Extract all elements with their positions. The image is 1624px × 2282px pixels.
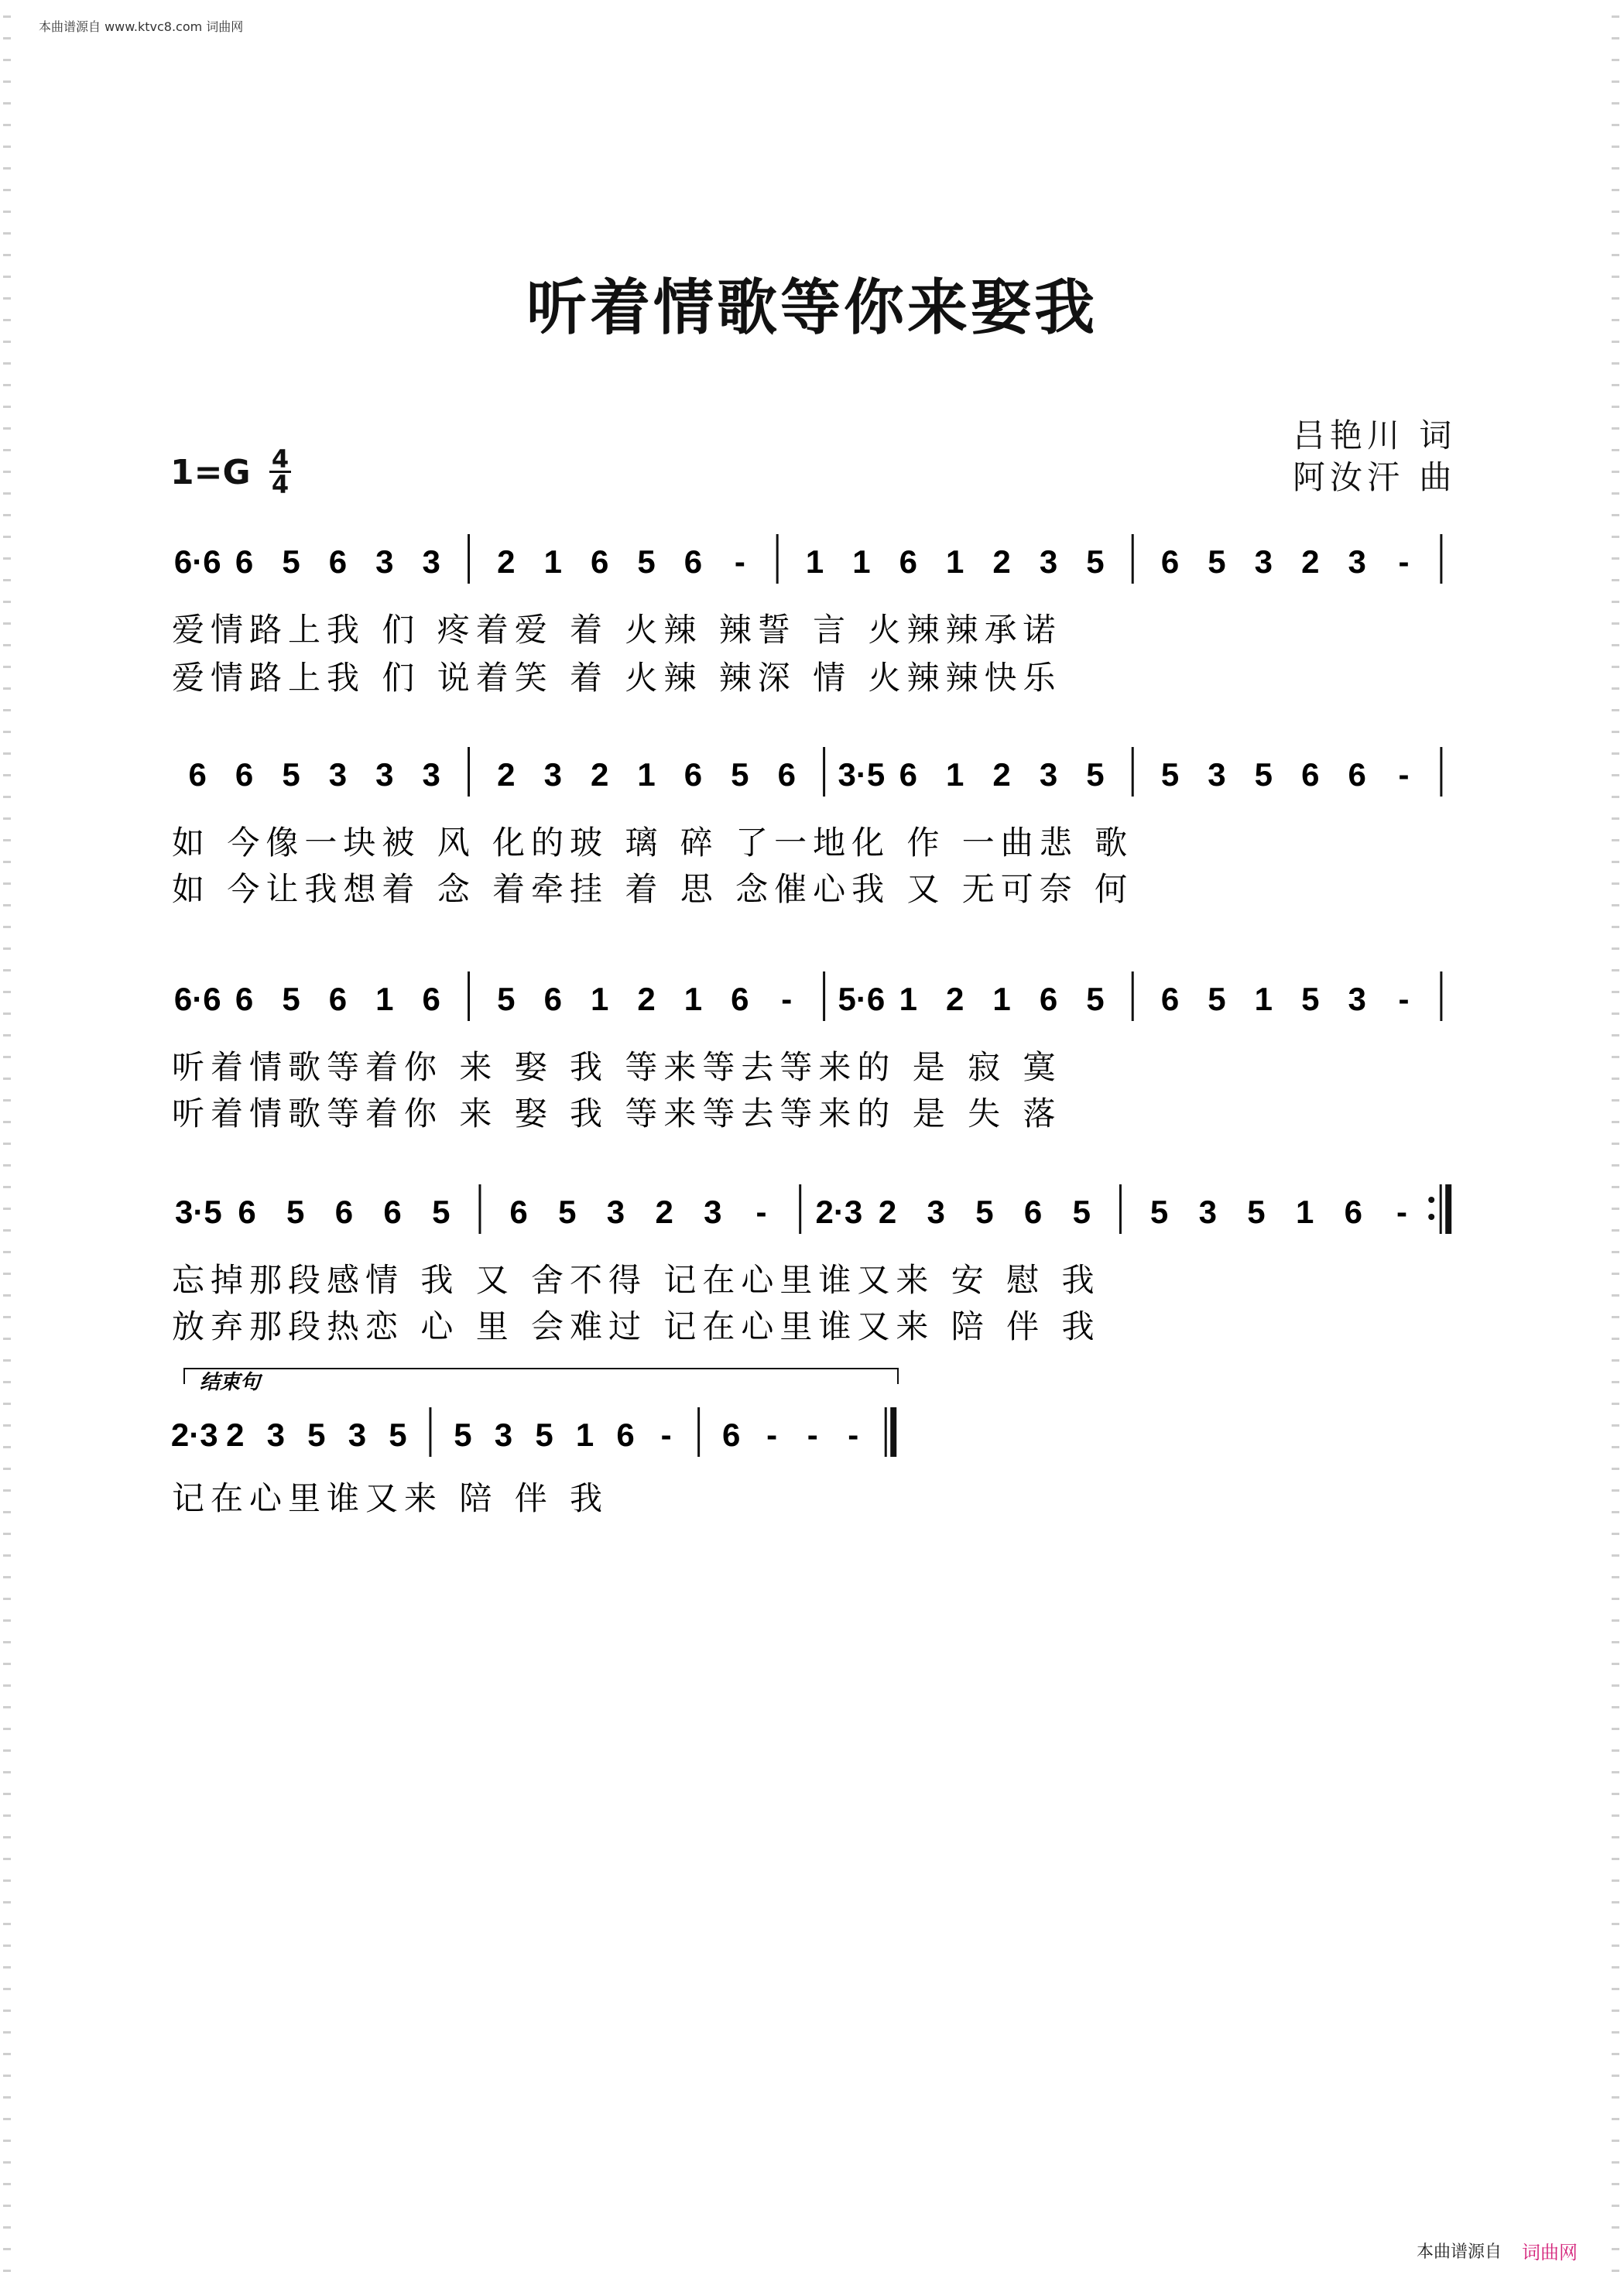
note: 1 [590, 981, 609, 1017]
note: - [734, 543, 745, 580]
note: 6 [899, 756, 917, 793]
note: 6 [1023, 1194, 1043, 1230]
note: 2 [878, 1194, 897, 1230]
key-signature: 1=G [170, 453, 251, 492]
composer-credit: 阿汝汗 曲 [1293, 458, 1457, 496]
note: 3 [328, 756, 348, 793]
note: 6 [1160, 981, 1180, 1017]
time-signature-numerator: 4 [271, 444, 290, 474]
note: 6 [422, 981, 440, 1017]
note: 3 [543, 756, 562, 793]
note: 1 [1295, 1194, 1314, 1230]
note: 3 [422, 543, 440, 580]
note: 1 [899, 981, 917, 1017]
note: 5 [497, 981, 516, 1017]
note: 2 [590, 756, 609, 793]
note: 5 [389, 1417, 407, 1453]
note: 1 [1254, 981, 1273, 1017]
note: 3 [1039, 543, 1058, 580]
note: 3 [1348, 981, 1366, 1017]
note: 1 [852, 543, 871, 580]
footer-source-note: 本曲谱源自 [1417, 2243, 1502, 2262]
note: - [1398, 543, 1410, 580]
note: 6 [1348, 756, 1366, 793]
note: 2·3 [170, 1417, 218, 1453]
note: 6 [731, 981, 749, 1017]
source-header: 本曲谱源自 www.ktvc8.com 词曲网 [39, 19, 244, 34]
note: 5 [1149, 1194, 1169, 1230]
note: 5 [282, 981, 300, 1017]
note: 5 [975, 1194, 994, 1230]
note: 6 [684, 543, 703, 580]
note: 1 [946, 756, 964, 793]
note: 2 [497, 756, 516, 793]
note: 3 [494, 1417, 513, 1453]
note: 2·3 [815, 1194, 863, 1230]
note: 6 [616, 1417, 635, 1453]
note: - [807, 1417, 818, 1453]
lyric-line: 爱情路上我 们 说着笑 着 火辣 辣深 情 火辣辣快乐 [172, 659, 1062, 697]
note: 5·6 [838, 981, 886, 1017]
note: 6 [1160, 543, 1180, 580]
note: 2 [637, 981, 656, 1017]
note: 5 [1086, 981, 1105, 1017]
note: 6 [899, 543, 917, 580]
repeat-dot [1428, 1214, 1434, 1220]
note: 5 [307, 1417, 326, 1453]
note: 6 [543, 981, 562, 1017]
note: - [781, 981, 793, 1017]
note: 1 [575, 1417, 594, 1453]
note: 5 [535, 1417, 553, 1453]
note: 1 [946, 543, 964, 580]
note: 3 [1254, 543, 1273, 580]
note: 3·5 [838, 756, 886, 793]
note: 6 [721, 1417, 741, 1453]
lyric-line: 爱情路上我 们 疼着爱 着 火辣 辣誓 言 火辣辣承诺 [172, 611, 1062, 649]
footer-brand: 词曲网 [1522, 2242, 1578, 2263]
note: 1 [992, 981, 1011, 1017]
note: 6 [235, 981, 254, 1017]
note: 2 [655, 1194, 673, 1230]
note: 3 [1208, 756, 1226, 793]
note: 5 [432, 1194, 451, 1230]
note: 1 [805, 543, 824, 580]
note: 1 [684, 981, 703, 1017]
note: - [766, 1417, 778, 1453]
note: 2 [992, 543, 1011, 580]
note: 3 [927, 1194, 945, 1230]
note: 5 [1301, 981, 1320, 1017]
note: 5 [282, 756, 300, 793]
note: 6 [235, 543, 254, 580]
note: 6 [328, 981, 348, 1017]
note: - [1398, 756, 1410, 793]
note: 6 [328, 543, 348, 580]
note: 1 [543, 543, 562, 580]
note: 5 [1160, 756, 1180, 793]
lyric-line: 忘掉那段感情 我 又 舍不得 记在心里谁又来 安 慰 我 [172, 1261, 1101, 1299]
note: 3 [348, 1417, 367, 1453]
note: - [755, 1194, 767, 1230]
lyric-line: 如 今像一块被 风 化的玻 璃 碎 了一地化 作 一曲悲 歌 [172, 824, 1134, 862]
note: 6 [684, 756, 703, 793]
note: 3 [266, 1417, 285, 1453]
note: - [1396, 1194, 1408, 1230]
note: 5 [282, 543, 300, 580]
note: 1 [375, 981, 394, 1017]
note: - [1398, 981, 1410, 1017]
note: 6 [188, 756, 207, 793]
note: 5 [731, 756, 749, 793]
note: 2 [497, 543, 516, 580]
note: 5 [454, 1417, 472, 1453]
lyric-line: 如 今让我想着 念 着牵挂 着 思 念催心我 又 无可奈 何 [172, 870, 1134, 908]
lyric-line: 放弃那段热恋 心 里 会难过 记在心里谁又来 陪 伴 我 [172, 1307, 1101, 1345]
repeat-dot [1428, 1197, 1434, 1203]
ending-label: 结束句 [200, 1371, 261, 1394]
note: 5 [637, 543, 656, 580]
lyric-line: 听着情歌等着你 来 娶 我 等来等去等来的 是 失 落 [172, 1095, 1062, 1132]
note: 5 [1208, 543, 1226, 580]
lyric-line: 记在心里谁又来 陪 伴 我 [172, 1479, 609, 1517]
note: 3 [1039, 756, 1058, 793]
note: 3·5 [174, 1194, 222, 1230]
note: 5 [1086, 543, 1105, 580]
lyricist-credit: 吕艳川 词 [1293, 416, 1457, 454]
note: 3 [422, 756, 440, 793]
note: 5 [1086, 756, 1105, 793]
note: 3 [375, 543, 394, 580]
note: 6 [1301, 756, 1320, 793]
note: 6 [1344, 1194, 1363, 1230]
note: 6 [1039, 981, 1058, 1017]
note: 6 [383, 1194, 402, 1230]
note: 5 [558, 1194, 577, 1230]
time-signature-denominator: 4 [271, 470, 290, 499]
note: - [848, 1417, 859, 1453]
note: 3 [1198, 1194, 1217, 1230]
note: 6 [509, 1194, 528, 1230]
note: 5 [1247, 1194, 1266, 1230]
note: 5 [1072, 1194, 1091, 1230]
note: 2 [226, 1417, 245, 1453]
note: 6 [777, 756, 796, 793]
note: 2 [946, 981, 964, 1017]
note: 5 [286, 1194, 305, 1230]
note: 3 [606, 1194, 625, 1230]
lyric-line: 听着情歌等着你 来 娶 我 等来等去等来的 是 寂 寞 [172, 1048, 1062, 1086]
note: 6·6 [173, 981, 221, 1017]
note: 2 [992, 756, 1011, 793]
ending-bracket [184, 1369, 898, 1384]
note: 6 [590, 543, 609, 580]
note: 5 [1208, 981, 1226, 1017]
note: 6 [238, 1194, 256, 1230]
note: 1 [637, 756, 656, 793]
note: 2 [1301, 543, 1320, 580]
note: 3 [1348, 543, 1366, 580]
note: 6 [235, 756, 254, 793]
note: 3 [704, 1194, 722, 1230]
note: 5 [1254, 756, 1273, 793]
note: 6·6 [173, 543, 221, 580]
song-title: 听着情歌等你来娶我 [526, 272, 1098, 343]
note: 6 [334, 1194, 354, 1230]
note: 3 [375, 756, 394, 793]
note: - [660, 1417, 672, 1453]
